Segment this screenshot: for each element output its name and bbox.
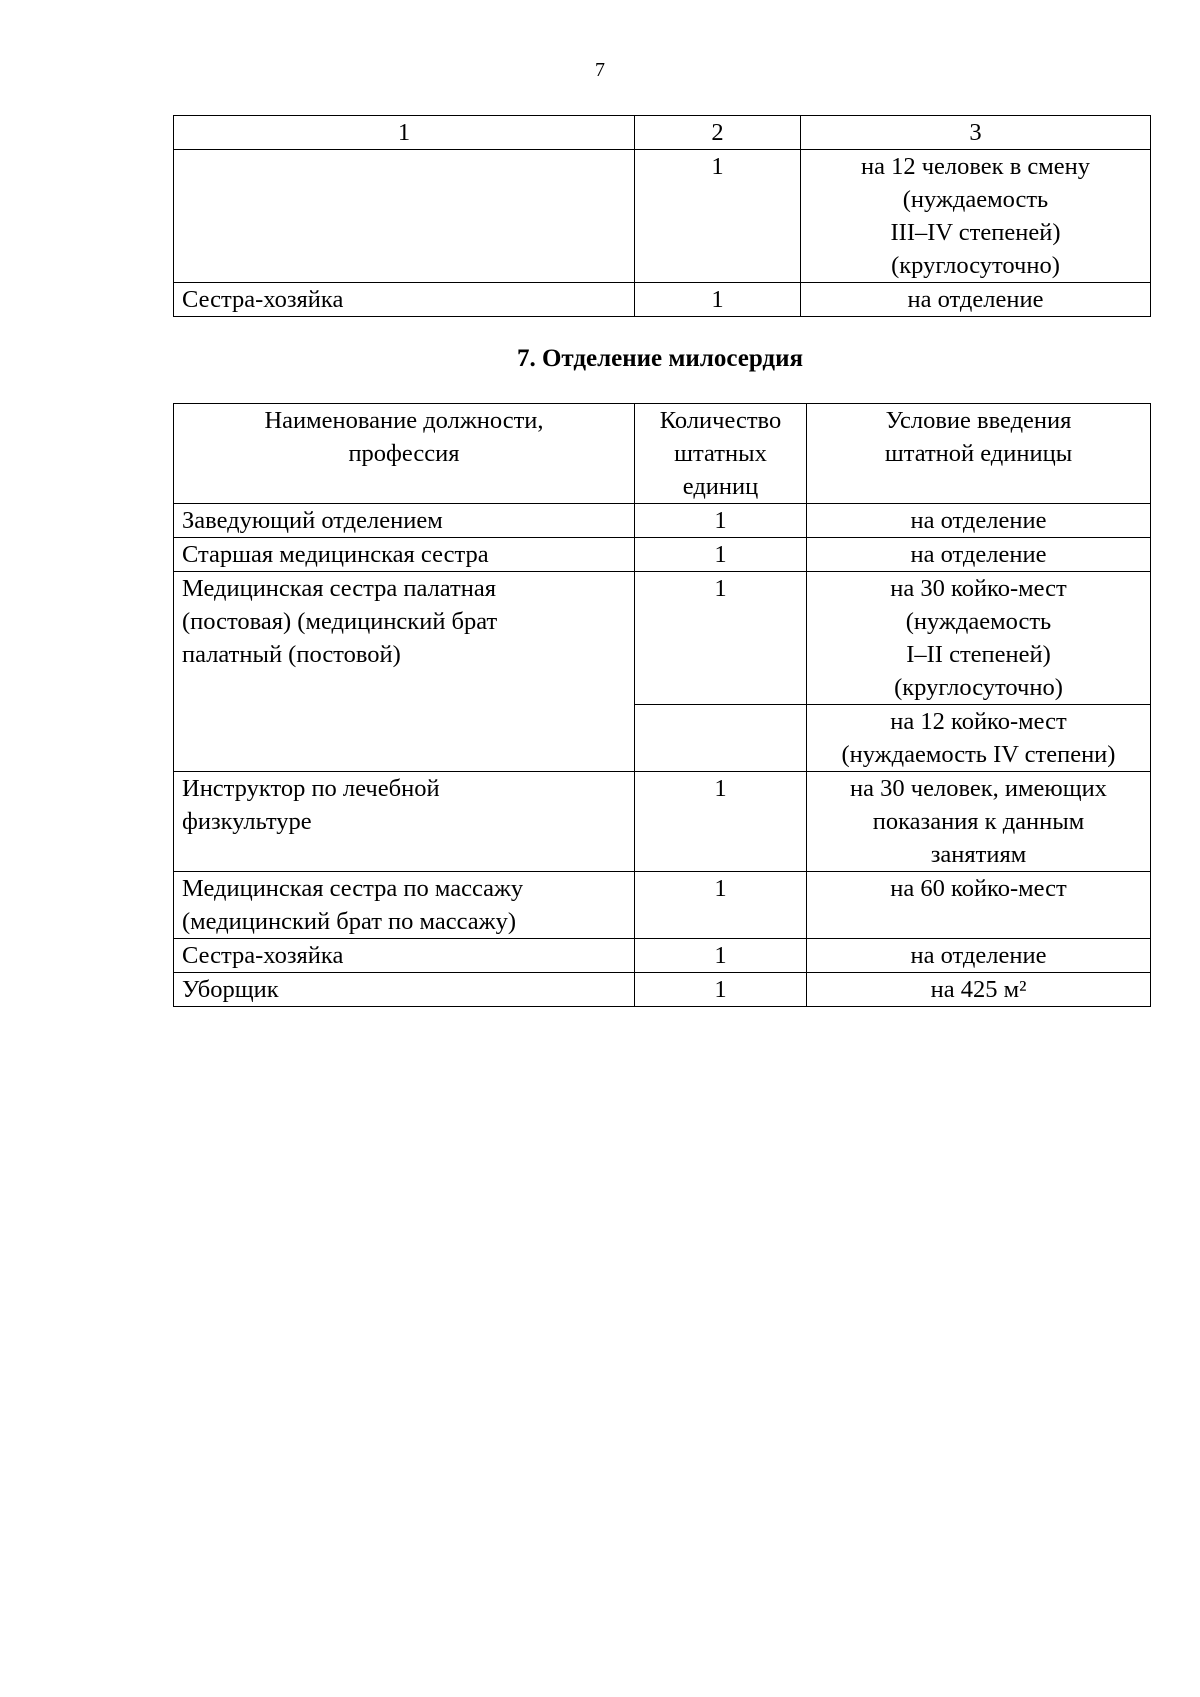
continued-staff-table	[173, 115, 1151, 317]
condition-cell: на 425 м²	[807, 973, 1151, 1007]
section-title: 7. Отделение милосердия	[516, 345, 804, 372]
staff-count-cell: 1	[635, 283, 801, 317]
table-row	[174, 572, 1151, 705]
table-row	[174, 973, 1151, 1007]
column-number-2: 2	[635, 116, 801, 150]
header-position-name: Наименование должности, профессия	[174, 404, 635, 504]
condition-cell: на 60 койко-мест	[807, 872, 1151, 939]
position-name-cell: Заведующий отделением	[174, 504, 635, 538]
condition-cell: на 12 койко-мест (нуждаемость IV степени)	[807, 705, 1151, 772]
table-row	[174, 872, 1151, 939]
table-header-row	[174, 116, 1151, 150]
condition-cell: на 30 койко-мест (нуждаемость I–II степеней) (круглосуточно)	[807, 572, 1151, 705]
position-name-cell: Сестра-хозяйка	[174, 939, 635, 973]
position-name-cell: Инструктор по лечебной физкультуре	[174, 772, 635, 872]
table-row	[174, 772, 1151, 872]
table-row	[174, 283, 1151, 317]
position-name-cell: Медицинская сестра палатная (постовая) (медицинский брат палатный (постовой)	[174, 572, 635, 772]
condition-cell: на отделение	[801, 283, 1151, 317]
staff-count-cell: 1	[635, 872, 807, 939]
column-number-3: 3	[801, 116, 1151, 150]
condition-cell: на отделение	[807, 939, 1151, 973]
condition-cell: на отделение	[807, 504, 1151, 538]
column-number-1: 1	[174, 116, 635, 150]
condition-cell: на отделение	[807, 538, 1151, 572]
position-name-cell: Старшая медицинская сестра	[174, 538, 635, 572]
table-header-row	[174, 404, 1151, 504]
position-name-cell: Сестра-хозяйка	[174, 283, 635, 317]
staff-count-cell: 1	[635, 939, 807, 973]
condition-cell: на 12 человек в смену (нуждаемость III–IV степеней) (круглосуточно)	[801, 150, 1151, 283]
table-row	[174, 939, 1151, 973]
position-name-cell	[174, 150, 635, 283]
header-condition: Условие введения штатной единицы	[807, 404, 1151, 504]
staff-count-cell: 1	[635, 538, 807, 572]
table-row	[174, 504, 1151, 538]
section-staff-table	[173, 403, 1151, 1007]
staff-count-cell: 1	[635, 973, 807, 1007]
header-staff-count: Количество штатных единиц	[635, 404, 807, 504]
table-row	[174, 538, 1151, 572]
staff-count-cell: 1	[635, 150, 801, 283]
page-number: 7	[595, 59, 605, 81]
position-name-cell: Уборщик	[174, 973, 635, 1007]
staff-count-cell: 1	[635, 504, 807, 538]
table-row	[174, 150, 1151, 283]
staff-count-cell: 1	[635, 572, 807, 705]
position-name-cell: Медицинская сестра по массажу (медицинский брат по массажу)	[174, 872, 635, 939]
staff-count-cell	[635, 705, 807, 772]
staff-count-cell: 1	[635, 772, 807, 872]
condition-cell: на 30 человек, имеющих показания к данным занятиям	[807, 772, 1151, 872]
